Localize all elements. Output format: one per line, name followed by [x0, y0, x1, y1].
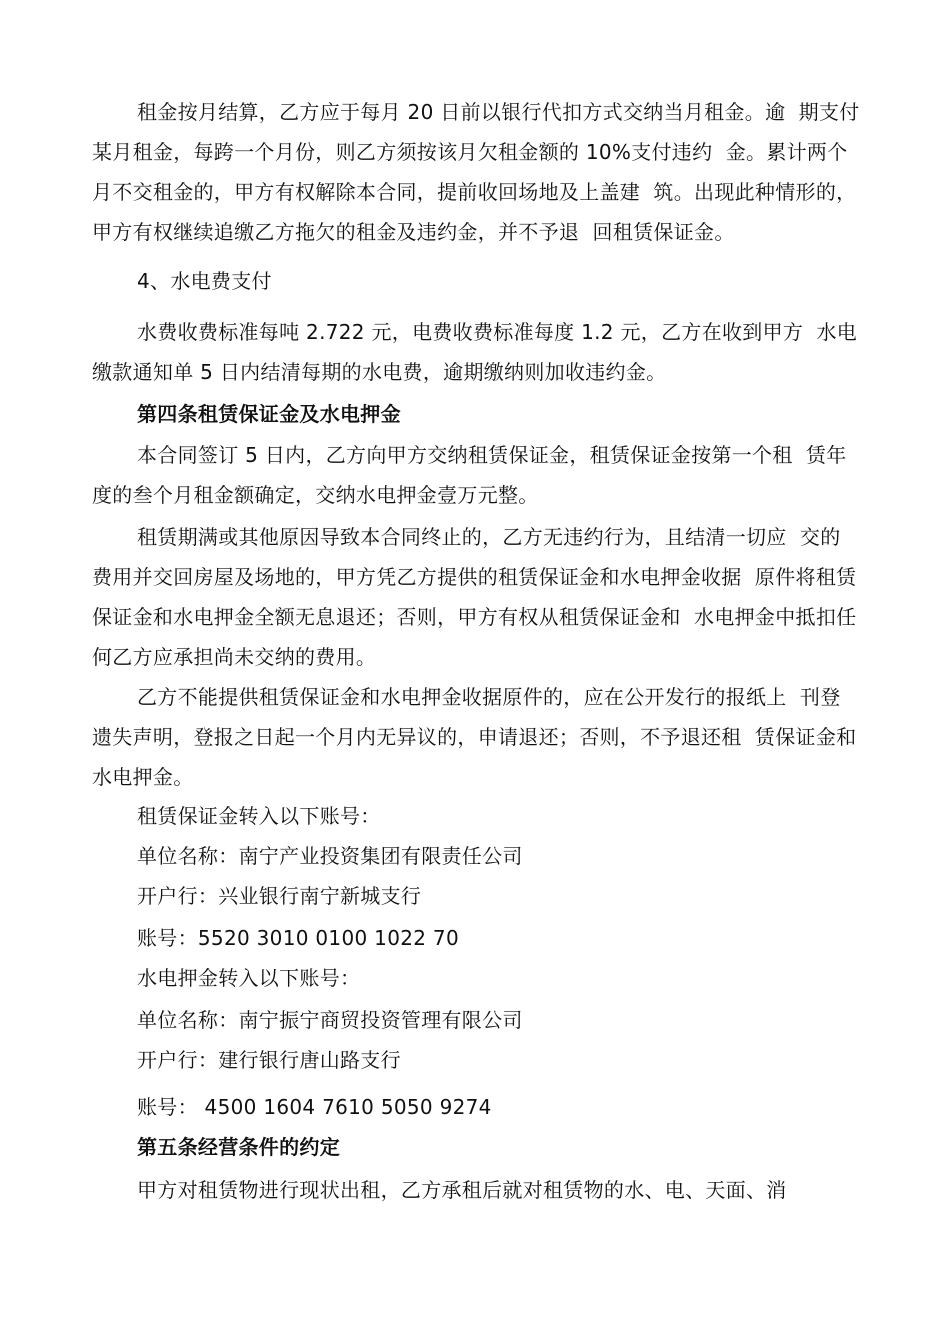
utility-paragraph: [92, 312, 895, 392]
account2-unit-name: 单位名称：南宁振宁商贸投资管理有限公司: [137, 1008, 523, 1032]
text-line: 租赁期满或其他原因导致本合同终止的，乙方无违约行为，且结清一切应 交的: [137, 525, 841, 549]
account2-number: 账号： 4500 1604 7610 5050 9274: [137, 1095, 492, 1119]
text-line: 乙方不能提供租赁保证金和水电押金收据原件的，应在公开发行的报纸上 刊登: [137, 685, 841, 709]
text-line: 本合同签订 5 日内，乙方向甲方交纳租赁保证金，租赁保证金按第一个租 赁年: [137, 443, 847, 467]
account2-intro: 水电押金转入以下账号：: [137, 966, 361, 990]
text-line: 度的叁个月租金额确定，交纳水电押金壹万元整。: [92, 483, 539, 507]
account2-bank: 开户行：建行银行唐山路支行: [137, 1048, 401, 1072]
utility-heading: 4、水电费支付: [137, 269, 272, 293]
text-line: 水电押金。: [92, 765, 194, 789]
text-line: 费用并交回房屋及场地的，甲方凭乙方提供的租赁保证金和水电押金收据 原件将租赁: [92, 565, 857, 589]
account1-unit-name: 单位名称：南宁产业投资集团有限责任公司: [137, 844, 523, 868]
article-4-heading: 第四条租赁保证金及水电押金: [137, 402, 401, 426]
text-line: 缴款通知单 5 日内结清每期的水电费，逾期缴纳则加收违约金。: [92, 360, 667, 384]
text-line: 保证金和水电押金全额无息退还；否则，甲方有权从租赁保证金和 水电押金中抵扣任: [92, 605, 857, 629]
text-line: 月不交租金的，甲方有权解除本合同，提前收回场地及上盖建 筑。出现此种情形的，: [92, 180, 857, 204]
text-line: 甲方有权继续追缴乙方拖欠的租金及违约金，并不予退 回租赁保证金。: [92, 220, 735, 244]
lost-receipt-paragraph: [92, 677, 895, 797]
rent-payment-paragraph: [92, 92, 895, 252]
text-line: 租金按月结算，乙方应于每月 20 日前以银行代扣方式交纳当月租金。逾 期支付: [137, 100, 860, 124]
text-line: 何乙方应承担尚未交纳的费用。: [92, 645, 377, 669]
article-5-heading: 第五条经营条件的约定: [137, 1135, 340, 1159]
article-5-text: 甲方对租赁物进行现状出租，乙方承租后就对租赁物的水、电、天面、消: [137, 1178, 787, 1202]
text-line: 水费收费标准每吨 2.722 元，电费收费标准每度 1.2 元，乙方在收到甲方 水电: [137, 320, 858, 344]
account1-number: 账号：5520 3010 0100 1022 70: [137, 926, 459, 950]
account1-intro: 租赁保证金转入以下账号：: [137, 804, 381, 828]
deposit-paragraph: [92, 435, 895, 515]
refund-paragraph: [92, 517, 895, 677]
text-line: 某月租金，每跨一个月份，则乙方须按该月欠租金额的 10%支付违约 金。累计两个: [92, 140, 848, 164]
account1-bank: 开户行：兴业银行南宁新城支行: [137, 884, 422, 908]
text-line: 遗失声明，登报之日起一个月内无异议的，申请退还；否则，不予退还租 赁保证金和: [92, 725, 857, 749]
